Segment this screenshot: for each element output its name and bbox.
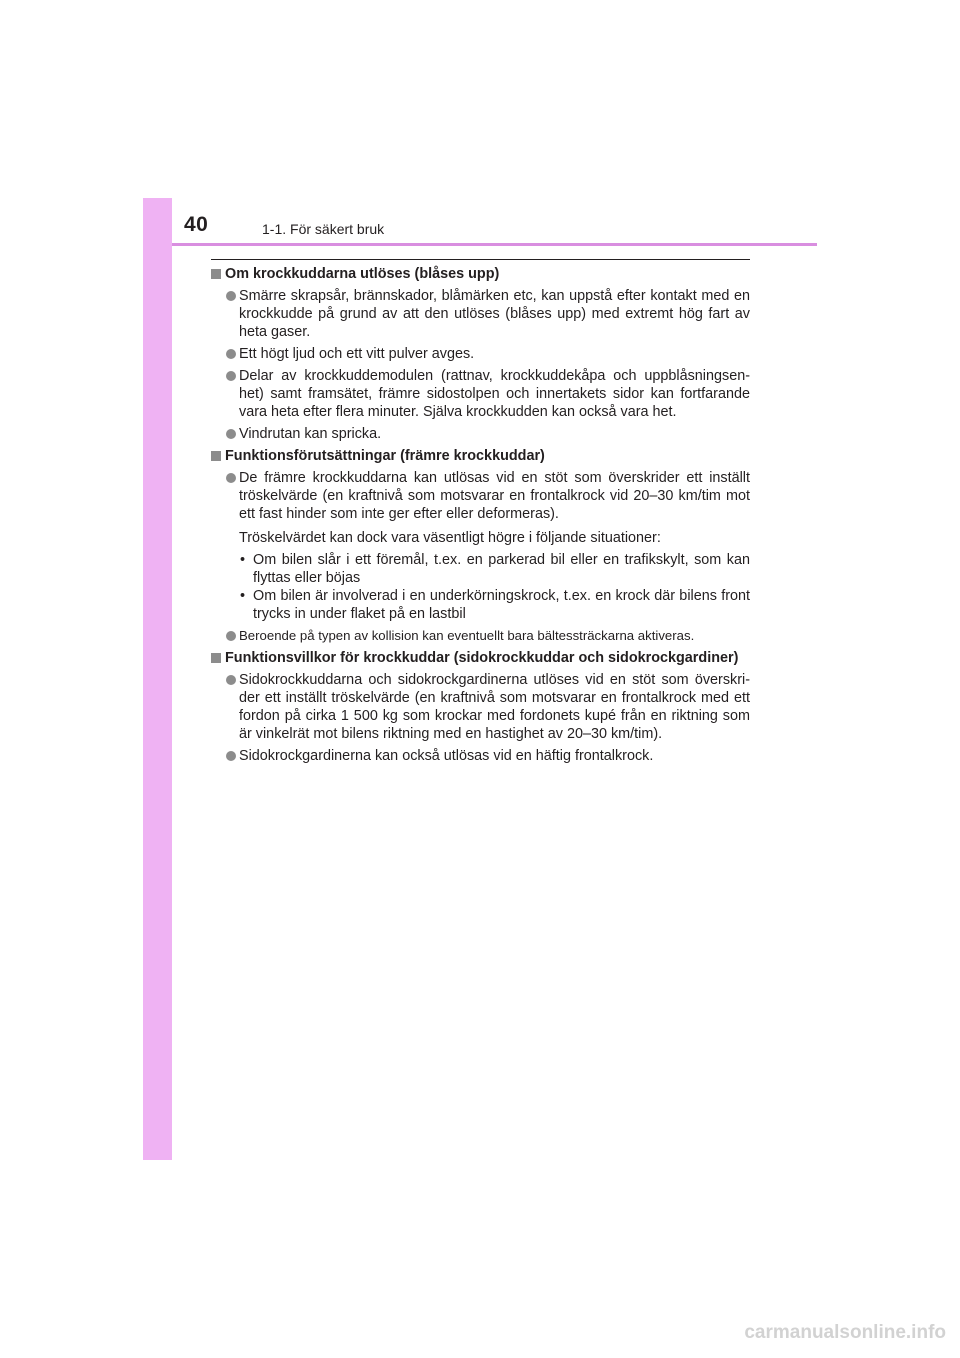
section-airbag-deployed — [211, 265, 750, 443]
dot-marker: • — [240, 588, 246, 604]
round-bullet-icon — [226, 631, 236, 641]
watermark: carmanualsonline.info — [744, 1322, 946, 1343]
list-item: De främre krockkuddarna kan utlösas vid en stöt som överskrider ett inställt tröskelvärde (en kraftnivå som motsvarar en frontalkrock vid 20–30 km/tim mot ett fast hinder som inte ger efter eller deformeras). — [211, 469, 750, 523]
round-bullet-icon — [226, 291, 236, 301]
threshold-paragraph: Tröskelvärdet kan dock vara väsentligt högre i följande situationer: — [239, 530, 661, 546]
list-item: Ett högt ljud och ett vitt pulver avges. — [211, 345, 750, 363]
round-bullet-icon — [226, 349, 236, 359]
round-bullet-icon — [226, 429, 236, 439]
chapter-title: 1-1. För säkert bruk — [262, 221, 385, 237]
list-item: Smärre skrapsår, brännskador, blåmärken etc, kan uppstå efter kontakt med en krockkudde på grund av att den utlöses (blåses upp) med extremt hög fart av heta gaser. — [211, 287, 750, 341]
list-item: Sidokrockkuddarna och sidokrockgardinerna utlöses vid en stöt som överskri-der ett inställt tröskelvärde (en kraftnivå som motsvarar en frontalkrock med ett fordon på cirka 1 500 kg som krockar med fordonets kupé från en riktning som är vinkelrät mot bilens riktning med en hastighet av 20–30 km/tim). — [211, 671, 750, 743]
section-heading: Funktionsförutsättningar (främre krockkuddar) — [211, 447, 750, 465]
header-rule — [172, 243, 817, 246]
round-bullet-icon — [226, 371, 236, 381]
round-bullet-icon — [226, 751, 236, 761]
round-bullet-icon — [226, 473, 236, 483]
list-item: Delar av krockkuddemodulen (rattnav, krockkuddekåpa och uppblåsningsen-het) samt framsätet, främre sidostolpen och innertakets sidor kan fortfarande vara heta efter flera minuter. Själva krockkudden kan också vara het. — [211, 367, 750, 421]
section-front-airbag-conditions — [211, 447, 750, 645]
sub-list-item: • Om bilen är involverad i en underkörningskrock, t.ex. en krock där bilens front trycks in under flaket på en lastbil — [240, 588, 750, 622]
section-heading: Om krockkuddarna utlöses (blåses upp) — [211, 265, 750, 283]
list-item: Beroende på typen av kollision kan eventuellt bara bältessträckarna aktiveras. — [211, 627, 750, 645]
page-content — [211, 265, 750, 769]
square-bullet-icon — [211, 269, 221, 279]
content-divider — [211, 259, 750, 260]
list-item: Vindrutan kan spricka. — [211, 425, 750, 443]
sub-list-item: • Om bilen slår i ett föremål, t.ex. en parkerad bil eller en trafikskylt, som kan flyttas eller böjas — [240, 552, 750, 586]
dot-marker: • — [240, 552, 246, 568]
square-bullet-icon — [211, 451, 221, 461]
square-bullet-icon — [211, 653, 221, 663]
page-number: 40 — [184, 213, 209, 236]
side-color-band — [143, 198, 172, 1160]
section-heading: Funktionsvillkor för krockkuddar (sidokrockkuddar och sidokrockgardiner) — [211, 649, 750, 667]
section-side-airbag-conditions — [211, 649, 750, 765]
list-item: Sidokrockgardinerna kan också utlösas vid en häftig frontalkrock. — [211, 747, 750, 765]
round-bullet-icon — [226, 675, 236, 685]
